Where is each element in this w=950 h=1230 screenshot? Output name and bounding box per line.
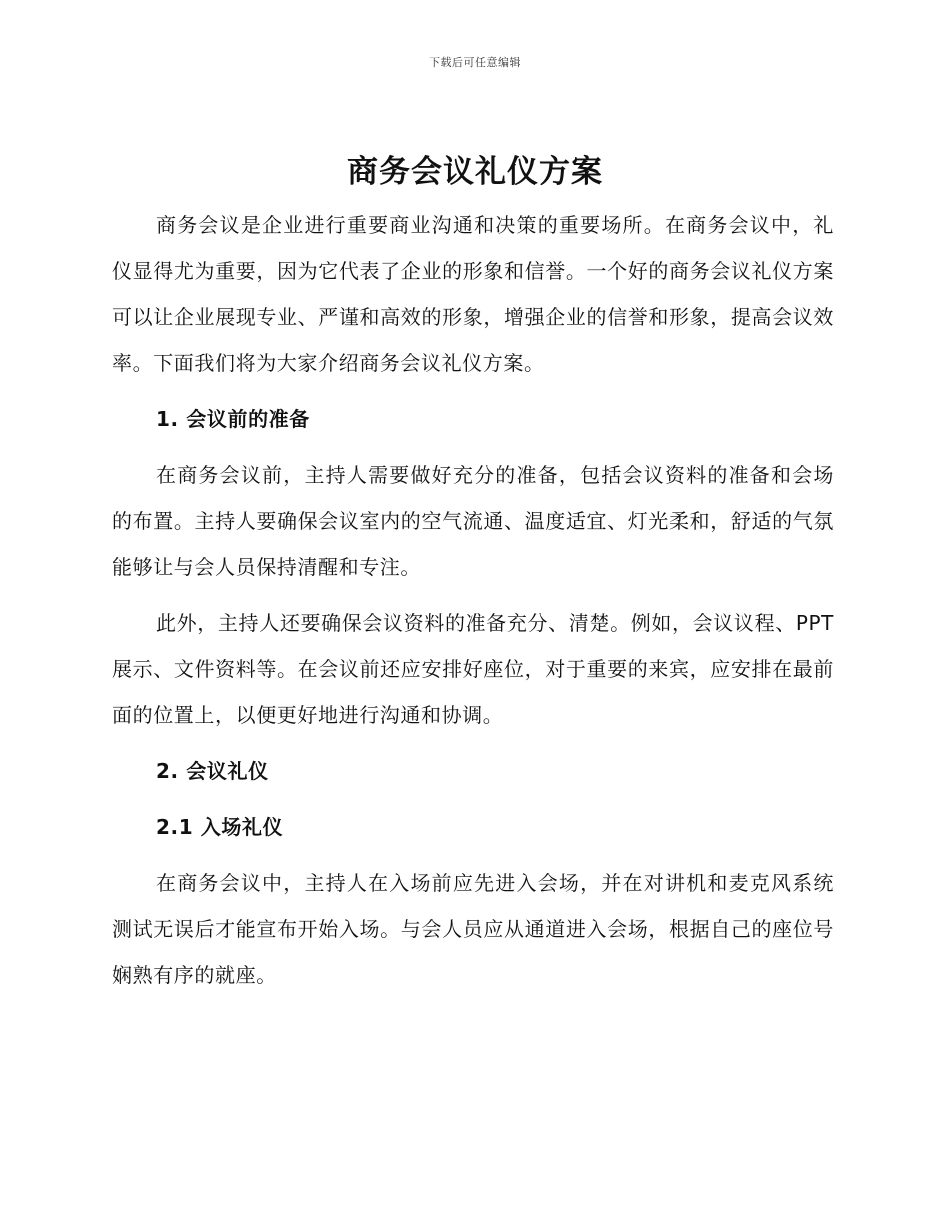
intro-paragraph: 商务会议是企业进行重要商业沟通和决策的重要场所。在商务会议中，礼仪显得尤为重要，因为它代表了企业的形象和信誉。一个好的商务会议礼仪方案可以让企业展现专业、严谨和高效的形象，增强企业的信誉和形象，提高会议效率。下面我们将为大家介绍商务会议礼仪方案。	[112, 213, 834, 375]
section-2-heading: 2. 会议礼仪	[156, 759, 269, 783]
section-1-paragraph-2: 此外，主持人还要确保会议资料的准备充分、清楚。例如，会议议程、PPT展示、文件资料等。在会议前还应安排好座位，对于重要的来宾，应安排在最前面的位置上，以便更好地进行沟通和协调。	[112, 611, 834, 727]
header-note: 下载后可任意编辑	[429, 56, 521, 69]
section-1-paragraph-1: 在商务会议前，主持人需要做好充分的准备，包括会议资料的准备和会场的布置。主持人要确保会议室内的空气流通、温度适宜、灯光柔和，舒适的气氛能够让与会人员保持清醒和专注。	[112, 463, 834, 579]
section-1-heading: 1. 会议前的准备	[156, 407, 310, 431]
section-2-1-heading: 2.1 入场礼仪	[156, 815, 284, 839]
section-2-1-paragraph-1: 在商务会议中，主持人在入场前应先进入会场，并在对讲机和麦克风系统测试无误后才能宣布开始入场。与会人员应从通道进入会场，根据自己的座位号娴熟有序的就座。	[112, 871, 834, 987]
document-body	[112, 202, 834, 998]
document-title: 商务会议礼仪方案	[347, 154, 603, 190]
